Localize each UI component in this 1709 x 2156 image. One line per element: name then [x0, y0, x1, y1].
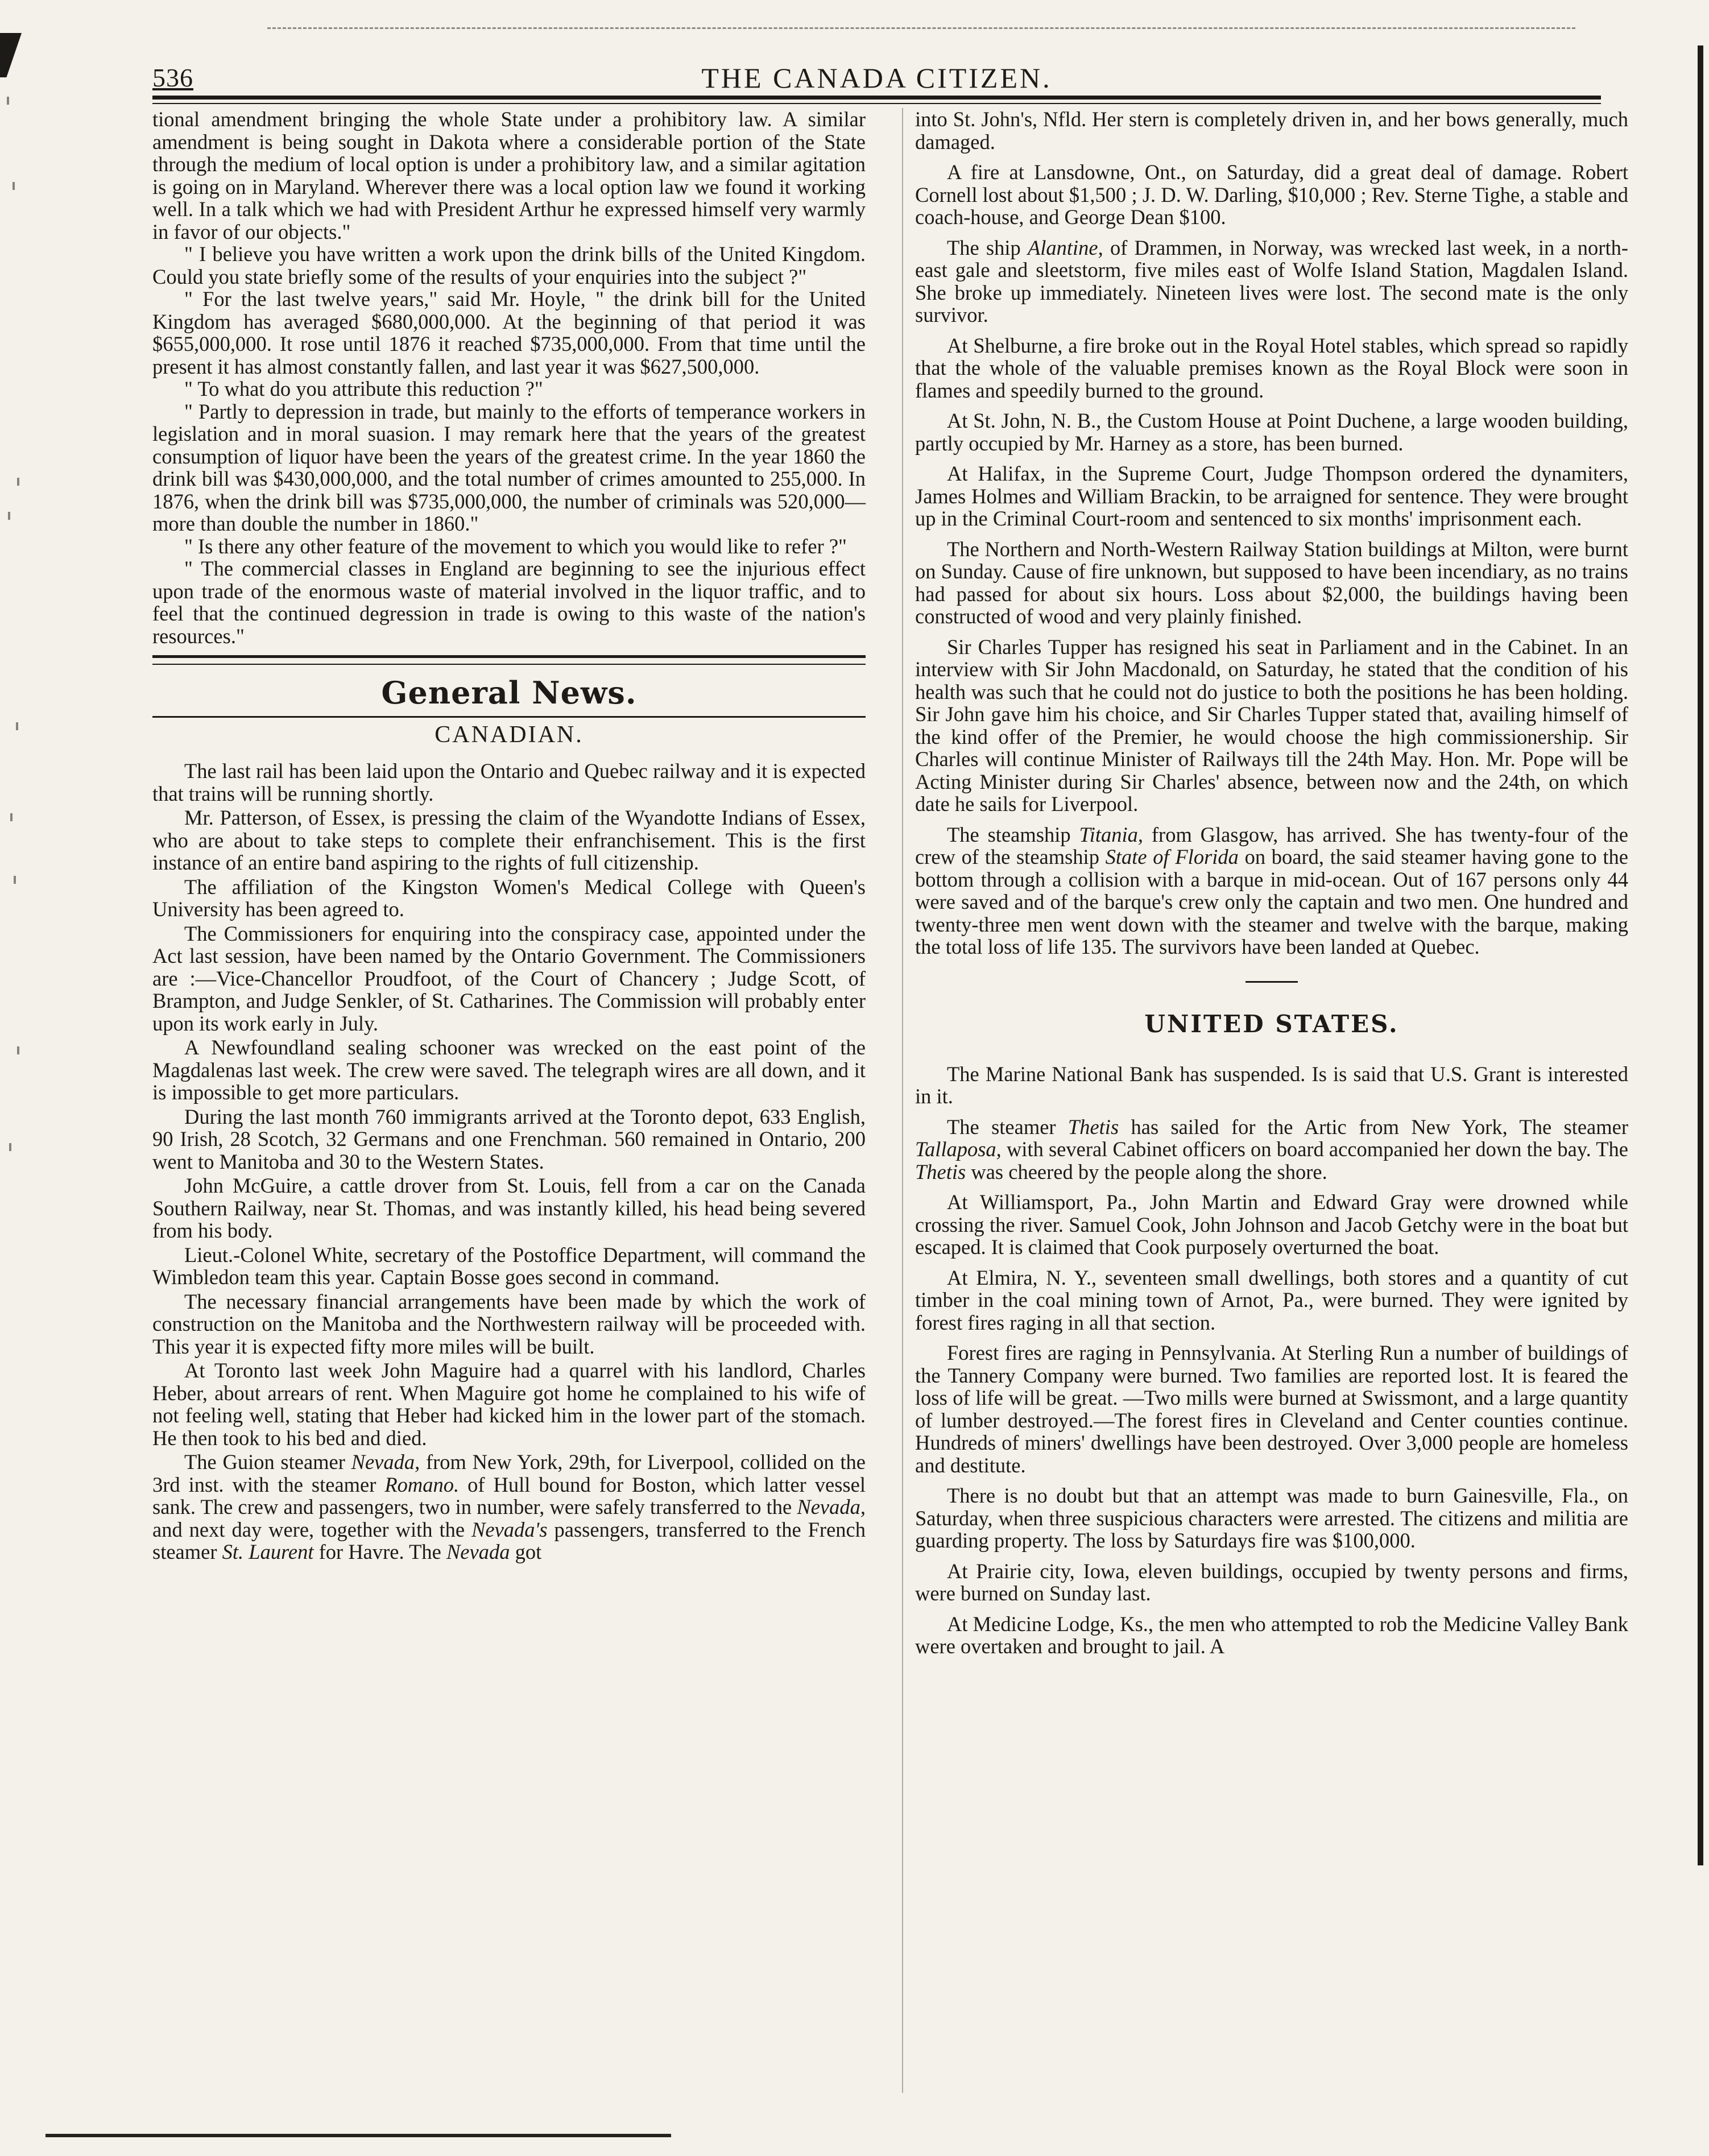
article-paragraph: " To what do you attribute this reduction ?": [184, 377, 543, 400]
left-column: [152, 108, 866, 1563]
news-item: Mr. Patterson, of Essex, is pressing the claim of the Wyandotte Indians of Essex, who are about to take steps to complete their enfranchisement. This is the first instance of an entire band aspiring to the rights of full citizenship.: [152, 806, 866, 874]
news-item-alantine: The ship Alantine, of Drammen, in Norway, was wrecked last week, in a north-east gale and sleetstorm, five miles east of Wolfe Island Station, Magdalen Island. She broke up immediately. Nineteen lives were lost. The second mate is the only survivor.: [915, 235, 1628, 326]
page-corner-mark: [0, 33, 22, 77]
news-item: At St. John, N. B., the Custom House at Point Duchene, a large wooden building, partly occupied by Mr. Harney as a store, has been burned.: [915, 409, 1628, 455]
news-item: John McGuire, a cattle drover from St. Louis, fell from a car on the Canada Southern Railway, near St. Thomas, and was instantly killed, his head being severed from his body.: [152, 1174, 866, 1242]
article-paragraph: " Is there any other feature of the movement to which you would like to refer ?": [184, 534, 847, 558]
right-page-edge: [1698, 45, 1703, 1865]
news-item: At Toronto last week John Maguire had a quarrel with his landlord, Charles Heber, about arrears of rent. When Maguire got home he complained to his wife of not feeling well, stating that Heber had kicked him in the lower part of the stomach. He then took to his bed and died.: [152, 1359, 866, 1450]
news-item-thetis: The steamer Thetis has sailed for the Artic from New York, The steamer Tallaposa, with several Cabinet officers on board accompanied her down the bay. The Thetis was cheered by the people along the shore.: [915, 1115, 1628, 1183]
news-item: There is no doubt but that an attempt was made to burn Gainesville, Fla., on Saturday, when three suspicious characters were arrested. The citizens and militia are guarding property. The loss by Saturdays fire was $100,000.: [915, 1484, 1628, 1552]
news-item: into St. John's, Nfld. Her stern is completely driven in, and her bows generally, much damaged.: [915, 107, 1628, 154]
news-item: At Elmira, N. Y., seventeen small dwellings, both stores and a quantity of cut timber in the coal mining town of Arnot, Pa., were burned. They were ignited by forest fires raging in all that section.: [915, 1265, 1628, 1334]
top-edge-rule: [267, 27, 1575, 29]
news-item: The Northern and North-Western Railway Station buildings at Milton, were burnt on Sunday. Cause of fire unknown, but supposed to have been incendiary, as no trains had passed for about six hours. Loss about $2,000, the buildings having been constructed of wood and very plainly finished.: [915, 537, 1628, 628]
news-item: The last rail has been laid upon the Ontario and Quebec railway and it is expected that trains will be running shortly.: [152, 759, 866, 805]
news-item: At Medicine Lodge, Ks., the men who attempted to rob the Medicine Valley Bank were overtaken and brought to jail. A: [915, 1612, 1628, 1658]
subsection-title-united-states: UNITED STATES.: [1144, 1009, 1399, 1038]
news-item-nevada: The Guion steamer Nevada, from New York, 29th, for Liverpool, collided on the 3rd inst. with the steamer Romano. of Hull bound for Boston, which latter vessel sank. The crew and passengers, two in number, were safely transferred to the Nevada, and next day were, together with the Nevada's passengers, transferred to the French steamer St. Laurent for Havre. The Nevada got: [152, 1450, 866, 1563]
news-item: A Newfoundland sealing schooner was wrecked on the east point of the Magdalenas last week. The crew were saved. The telegraph wires are all down, and it is impossible to get more particulars.: [152, 1036, 866, 1104]
margin-specks: [0, 80, 34, 1217]
column-divider: [902, 108, 903, 2093]
article-paragraph: tional amendment bringing the whole State under a prohibitory law. A similar amendment is being sought in Dakota where a considerable portion of the State through the medium of local option is under a prohibitory law, and a similar agitation is going on in Maryland. Wherever there was a local option law we found it working well. In a talk which we had with President Arthur he expressed himself very warmly in favor of our objects.": [152, 107, 866, 243]
section-divider: [1245, 981, 1298, 983]
news-item: At Halifax, in the Supreme Court, Judge Thompson ordered the dynamiters, James Holmes and William Brackin, to be arraigned for sentence. They were brought up in the Criminal Court-room and sentenced to six months' imprisonment each.: [915, 462, 1628, 530]
publication-title: THE CANADA CITIZEN.: [701, 62, 1052, 94]
news-item: The Commissioners for enquiring into the conspiracy case, appointed under the Act last session, have been named by the Ontario Government. The Commissioners are :—Vice-Chancellor Proudfoot, of the Court of Chancery ; Judge Scott, of Brampton, and Judge Senkler, of St. Catharines. The Commission will probably enter upon its work early in July.: [152, 921, 866, 1035]
news-item: Sir Charles Tupper has resigned his seat in Parliament and in the Cabinet. In an interview with Sir John Macdonald, on Saturday, he stated that the condition of his health was such that he could not do justice to both the positions he has been holding. Sir John gave him his choice, and Sir Charles Tupper stated that, availing himself of the kind offer of the Premier, he would choose the high commissionership. Sir Charles will continue Minister of Railways till the 24th May. Hon. Mr. Pope will be Acting Minister during Sir Charles' absence, between now and the 24th, on which date he sails for Liverpool.: [915, 635, 1628, 816]
news-item: A fire at Lansdowne, Ont., on Saturday, did a great deal of damage. Robert Cornell lost about $1,500 ; J. D. W. Darling, $10,000 ; Rev. Sterne Tighe, a stable and coach-house, and George Dean $100.: [915, 160, 1628, 229]
news-item: During the last month 760 immigrants arrived at the Toronto depot, 633 English, 90 Irish, 28 Scotch, 32 Germans and one Frenchman. 560 remained in Ontario, 200 went to Manitoba and 30 to the Western States.: [152, 1104, 866, 1173]
section-rule: [152, 655, 866, 665]
section-title-general-news: General News.: [381, 674, 637, 711]
header-rule: [152, 96, 1601, 100]
bottom-edge-rule: [45, 2134, 671, 2137]
news-item: Lieut.-Colonel White, secretary of the Postoffice Department, will command the Wimbledon team this year. Captain Bosse goes second in command.: [152, 1243, 866, 1289]
article-paragraph: " Partly to depression in trade, but mainly to the efforts of temperance workers in legislation and in moral suasion. I may remark here that the years of the greatest consumption of liquor have been the years of the greatest crime. In the year 1860 the drink bill was $430,000,000, and the total number of crimes amounted to 255,000. In 1876, when the drink bill was $735,000,000, the number of criminals was 520,000—more than double the number in 1860.": [152, 399, 866, 535]
section-rule-below: [152, 716, 866, 718]
news-item: The Marine National Bank has suspended. Is is said that U.S. Grant is interested in it.: [915, 1062, 1628, 1108]
subsection-title-canadian: CANADIAN.: [435, 722, 584, 748]
news-item: The affiliation of the Kingston Women's Medical College with Queen's University has been agreed to.: [152, 875, 866, 921]
news-item: Forest fires are raging in Pennsylvania. At Sterling Run a number of buildings of the Tannery Company were burned. Two families are reported lost. It is feared the loss of life will be great. —Two mills were burned at Swissmont, and a large quantity of lumber destroyed.—The forest fires in Cleveland and Center counties continue. Hundreds of miners' dwellings have been destroyed. Over 3,000 people are homeless and destitute.: [915, 1341, 1628, 1477]
page-number: 536: [152, 63, 193, 92]
news-item: At Williamsport, Pa., John Martin and Edward Gray were drowned while crossing the river. Samuel Cook, John Johnson and Jacob Getchy were in the boat but escaped. It is claimed that Cook purposely overturned the boat.: [915, 1190, 1628, 1259]
news-item: The necessary financial arrangements have been made by which the work of construction on the Manitoba and the Northwestern railway will be proceeded with. This year it is expected fifty more miles will be built.: [152, 1289, 866, 1358]
article-paragraph: " The commercial classes in England are beginning to see the injurious effect upon trade of the enormous waste of material involved in the liquor traffic, and to feel that the continued degression in trade is owing to this waste of the nation's resources.": [152, 557, 866, 648]
article-paragraph: " I believe you have written a work upon the drink bills of the United Kingdom. Could you state briefly some of the results of your enquiries into the subject ?": [152, 242, 866, 288]
article-paragraph: " For the last twelve years," said Mr. Hoyle, " the drink bill for the United Kingdom has averaged $680,000,000. At the beginning of that period it was $655,000,000. It rose until 1876 it reached $735,000,000. From that time until the present it has almost constantly fallen, and last year it was $627,500,000.: [152, 287, 866, 378]
news-item-titania: The steamship Titania, from Glasgow, has arrived. She has twenty-four of the crew of the steamship State of Florida on board, the said steamer having gone to the bottom through a collision with a barque in mid-ocean. Out of 167 persons only 44 were saved and of the barque's crew only the captain and two men. One hundred and twenty-three men went down with the steamer and twelve with the barque, making the total loss of life 135. The survivors have been landed at Quebec.: [915, 822, 1628, 958]
right-column: [915, 108, 1628, 1658]
header-rule-thin: [152, 103, 1601, 104]
news-item: At Prairie city, Iowa, eleven buildings, occupied by twenty persons and firms, were burned on Sunday last.: [915, 1559, 1628, 1605]
news-item: At Shelburne, a fire broke out in the Royal Hotel stables, which spread so rapidly that the whole of the valuable premises known as the Royal Block were soon in flames and speedily burned to the ground.: [915, 333, 1628, 402]
page-header: [152, 57, 1601, 100]
